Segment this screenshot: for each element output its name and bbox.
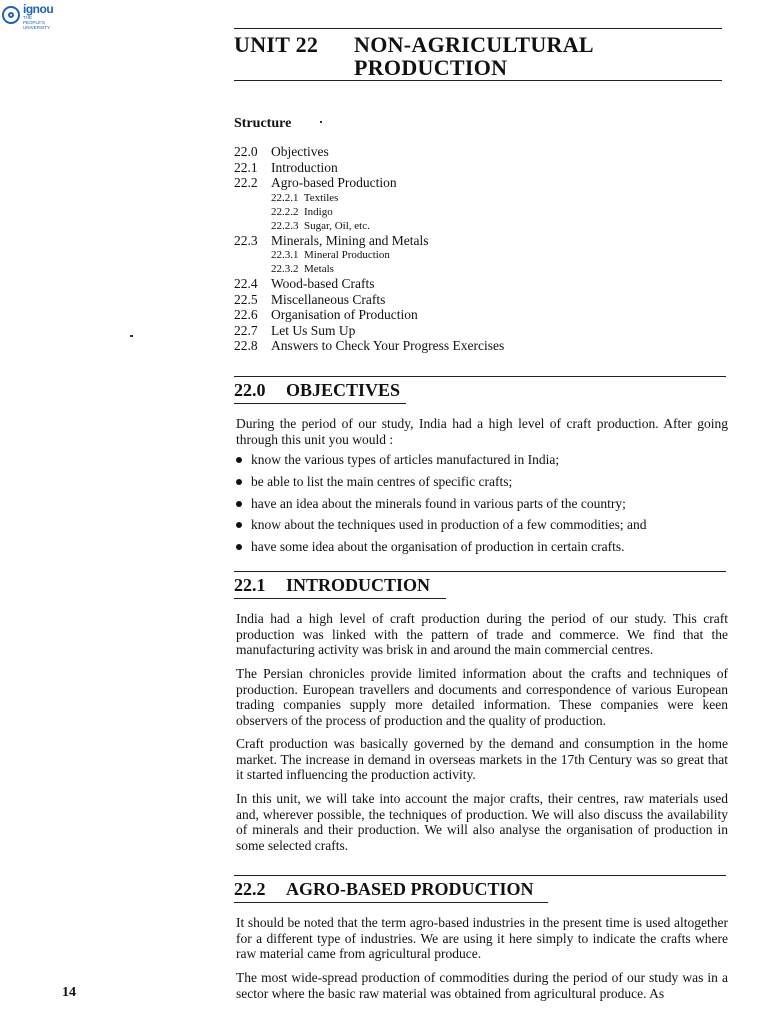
bullet-icon bbox=[236, 501, 242, 507]
list-item: be able to list the main centres of specific crafts; bbox=[236, 471, 728, 493]
toc-item: 22.2 Agro-based Production bbox=[234, 175, 397, 190]
bullet-icon bbox=[236, 457, 242, 463]
toc-subitem: 22.2.3 Sugar, Oil, etc. bbox=[271, 219, 370, 232]
toc-item: 22.4 Wood-based Crafts bbox=[234, 276, 375, 291]
top-rule bbox=[234, 28, 722, 29]
section-underline bbox=[234, 403, 406, 404]
agro-paragraph: It should be noted that the term agro-based industries in the present time is used altogether for a different type of industries. We are using it here simply to indicate the crafts where raw material came from agricultural produce. bbox=[236, 915, 728, 961]
toc-item: 22.5 Miscellaneous Crafts bbox=[234, 291, 386, 307]
section-rule bbox=[234, 571, 726, 572]
title-rule bbox=[234, 80, 722, 81]
bullet-icon bbox=[236, 522, 242, 528]
toc-item: 22.8 Answers to Check Your Progress Exercises bbox=[234, 338, 505, 353]
toc-subitem: 22.3.1 Mineral Production bbox=[271, 249, 390, 261]
toc-item: 22.0 Objectives bbox=[234, 144, 329, 159]
section-underline bbox=[234, 902, 548, 903]
ignou-logo-icon bbox=[2, 6, 20, 24]
list-item: know about the techniques used in production of a few commodities; and bbox=[236, 514, 728, 536]
toc-subitem: 22.2.1 Textiles bbox=[271, 191, 339, 204]
list-item: have some idea about the organisation of production in certain crafts. bbox=[236, 536, 728, 558]
intro-paragraph: In this unit, we will take into account the major crafts, their centres, raw materials used and, wherever possible, the techniques of production. We will also discuss the availability of minerals and their production. We will also analyse the organisation of production in some selected crafts. bbox=[236, 791, 728, 853]
ignou-logo bbox=[2, 2, 72, 38]
toc-subitem: 22.2.2 Indigo bbox=[271, 205, 333, 218]
intro-paragraph: India had a high level of craft production during the period of our study. This craft production was linked with the pattern of trade and commerce. We find that the manufacturing activity was brisk in and around the main commercial centres. bbox=[236, 611, 728, 657]
unit-number: UNIT 22 bbox=[234, 32, 319, 57]
section-rule bbox=[234, 875, 726, 876]
objectives-list bbox=[236, 449, 728, 558]
unit-title-line1: NON-AGRICULTURAL bbox=[354, 32, 594, 57]
scan-speck bbox=[130, 335, 133, 337]
list-item: have an idea about the minerals found in various parts of the country; bbox=[236, 493, 728, 515]
scan-speck bbox=[320, 121, 322, 123]
toc-item: 22.3 Minerals, Mining and Metals bbox=[234, 232, 429, 248]
page-number: 14 bbox=[62, 985, 76, 1000]
toc-item: 22.6 Organisation of Production bbox=[234, 307, 418, 322]
list-item: know the various types of articles manufactured in India; bbox=[236, 449, 728, 471]
unit-title bbox=[234, 32, 594, 80]
bullet-icon bbox=[236, 544, 242, 550]
objectives-intro: During the period of our study, India had a high level of craft production. After going through this unit you would : bbox=[236, 416, 728, 447]
section-underline bbox=[234, 598, 446, 599]
section-rule bbox=[234, 376, 726, 377]
section-heading-introduction: 22.1 INTRODUCTION bbox=[234, 575, 431, 595]
table-of-contents bbox=[234, 144, 654, 354]
structure-heading: Structure bbox=[234, 116, 292, 131]
section-heading-objectives: 22.0 OBJECTIVES bbox=[234, 380, 401, 400]
toc-subitem: 22.3.2 Metals bbox=[271, 263, 334, 275]
unit-title-line2: PRODUCTION bbox=[354, 55, 508, 80]
logo-name: ignou bbox=[23, 2, 54, 16]
intro-paragraph: Craft production was basically governed by the demand and consumption in the home market. The increase in demand in overseas markets in the 17th Century was so great that it started influencing the production activity. bbox=[236, 736, 728, 782]
bullet-icon bbox=[236, 479, 242, 485]
intro-paragraph: The Persian chronicles provide limited information about the crafts and techniques of production. European travellers and documents and correspondence of various European trading companies supply more detailed information. These companies were keen observers of the process of production and the quality of production. bbox=[236, 666, 728, 728]
section-heading-agro: 22.2 AGRO-BASED PRODUCTION bbox=[234, 879, 534, 899]
toc-item: 22.1 Introduction bbox=[234, 159, 338, 175]
logo-tagline: THE PEOPLE'S UNIVERSITY bbox=[23, 15, 51, 30]
toc-item: 22.7 Let Us Sum Up bbox=[234, 322, 356, 338]
agro-paragraph: The most wide-spread production of commodities during the period of our study was in a sector where the basic raw material was obtained from agricultural produce. As bbox=[236, 970, 728, 1001]
